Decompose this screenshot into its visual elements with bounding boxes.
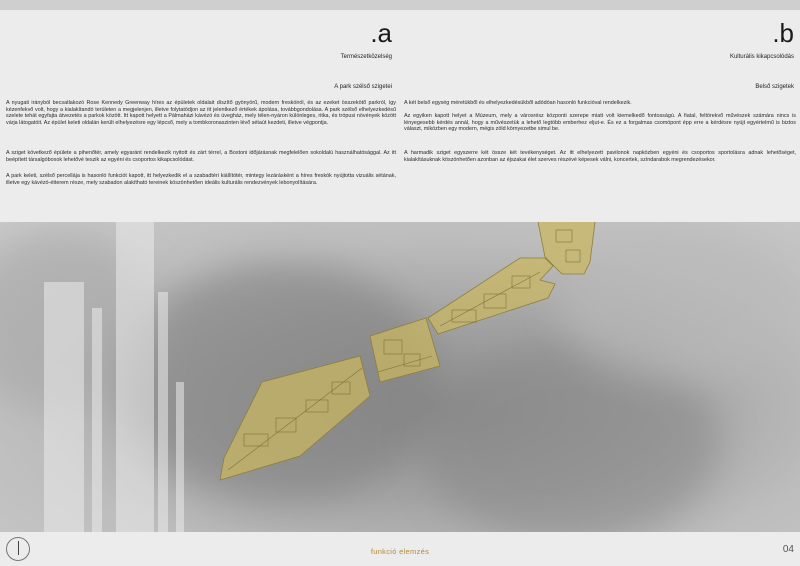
page-number: 04 (782, 544, 794, 555)
paragraph-a1: A nyugati irányból becsatlakozó Rose Kennedy Greenway híres az épületek oldalait díszítő gyönyörű, modern freskóiról, és az ezeket összekötő parkról, így kézenfekvő volt, hogy a kialakítandó területen a megjelenjen, illetve folytatódjon az itt jelentkező értékek ápolása, továbbgondolása. A park szélső elhelyezkedésű szelete tehát egyfajta átvezetés a parkok között. Itt kapott helyett a Pálmaházi kávézó és üvegház, mely télen-nyáron különleges, ritka, és trópusi növények között várja látogatóit. Az épület keleti oldalán került elhelyezésre egy lépcső, mely a tombkoronaszinten lévő sétaút kezdeti, illetve végpontja. (6, 100, 396, 126)
top-strip (0, 0, 800, 10)
text-zone (0, 10, 800, 222)
site-island-middle (370, 318, 440, 382)
site-plan-svg (0, 222, 800, 532)
paragraph-b1: A két belső egység méretükből és elhelyezkedésükből adódóan hasonló funkcióval rendelkezik. (404, 100, 632, 106)
column-a (0, 10, 396, 222)
site-island-middle-right (428, 258, 555, 334)
heading-a1: Természetközelség (340, 54, 392, 60)
heading-b1: Kulturális kikapcsolódás (729, 54, 794, 60)
footer (0, 532, 800, 566)
paragraph-a2: A sziget következő épülete a pihenőtér, amely egyaránt rendelkezik nyitott és zárt térrel, a Bostoni időjárásnak megfelelően sokoldalú használhatósággal. Az itt beépített társalgóboxok lehetővé teszik az egyéni és csoportos kikapcsolódást. (6, 150, 396, 163)
column-b (402, 10, 794, 222)
footer-title: funkció elemzés (370, 547, 430, 556)
paragraph-b3: A harmadik sziget egyszerre két össze két tevékenységet. Az itt elhelyezett pavilonok napközben egyéni és csoportos sportolásra adnak lehetőséget, kialakításuknak köszönhetően azonban az éjszakai élet szerves részévé képesek válni, koncertek, színdarabok megrendezésekor. (404, 150, 796, 163)
section-letter-a: .a (370, 18, 392, 48)
site-plan (220, 222, 600, 480)
heading-a2: A park szélső szigetei (334, 84, 392, 90)
collage-image (0, 222, 800, 532)
paragraph-a3: A park keleti, szélső percellája is hasonló funkciót kapott, itt helyezkedik el a szabadtéri kiállítótér, mintegy lezárásként a híres freskók nyújtotta vizuális sétának, illetve egy kávézó-étterem része, mely szabadon alakítható tereinek köszönhetően ideális kulturális rendezvények lebonyolítására. (6, 173, 396, 186)
heading-b2: Belső szigetek (755, 84, 794, 90)
paragraph-b2: Az egyiken kapott helyet a Múzeum, mely a városrész központi szerepe miatt volt kiemelkedő fontosságú. A fiatal, feltörekvő művészek számára nincs is lényegesebb kérdés annál, hogy a művészetük a lehető legtöbb emberhez eljut-e. És ez a forgalmas csomópont épp erre a kérdésre nyújt egyértelmű is biztos választ, miközben egy modern, mégis zöld környezetbe simul be. (404, 113, 796, 133)
section-letter-b: .b (772, 18, 794, 48)
